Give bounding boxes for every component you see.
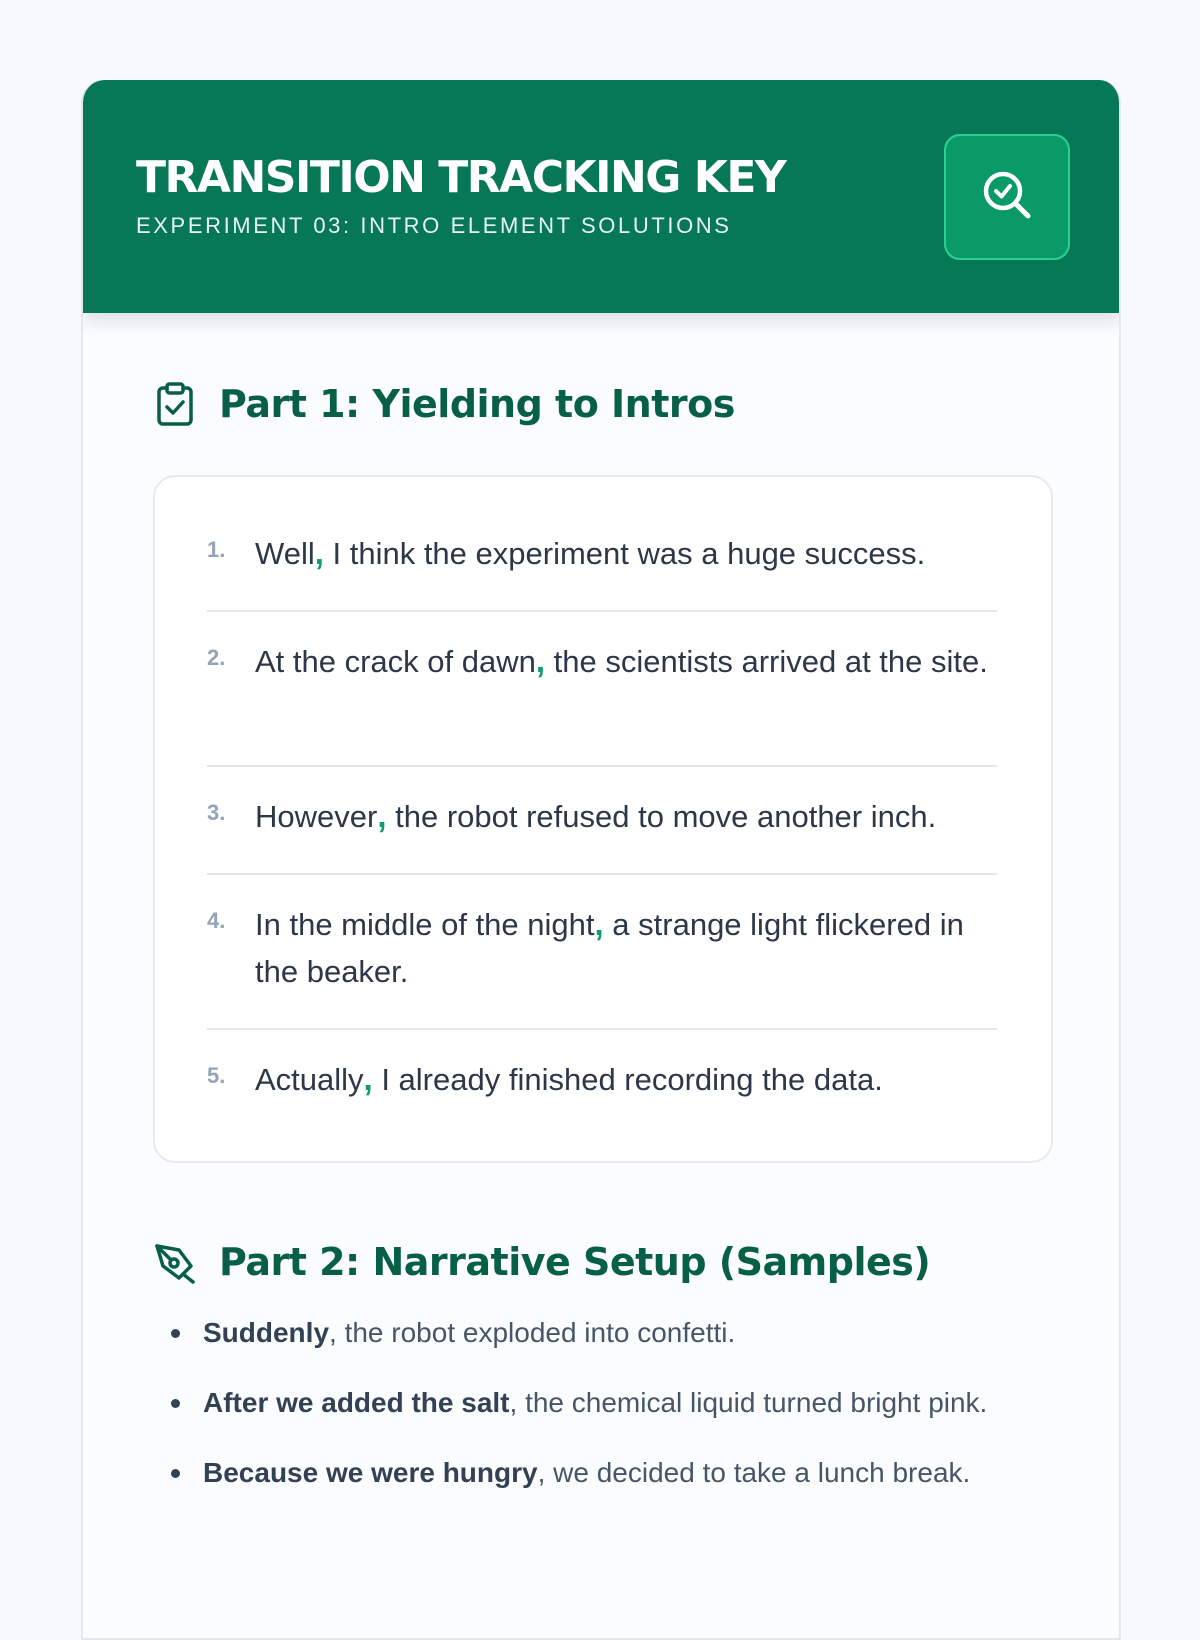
part-2-sample-list: [171, 1310, 1031, 1520]
sample-intro: Because we were hungry: [203, 1457, 538, 1488]
answer-item: [207, 900, 997, 995]
pen-tool-icon: [153, 1240, 197, 1284]
answer-number: 4.: [207, 908, 226, 933]
answer-sentence: [255, 900, 997, 995]
highlighted-comma: ,: [377, 797, 387, 834]
answer-sentence: [255, 792, 936, 840]
sample-intro: After we added the salt: [203, 1387, 510, 1418]
part-2-heading: [153, 1240, 930, 1284]
answer-rest: I already finished recording the data.: [372, 1062, 883, 1097]
clipboard-check-icon: [153, 382, 197, 426]
sample-rest: , the robot exploded into confetti.: [329, 1317, 736, 1348]
answer-rest: the robot refused to move another inch.: [386, 799, 937, 834]
answer-number: 3.: [207, 800, 226, 825]
answer-number: 5.: [207, 1063, 226, 1088]
answer-sentence: [255, 637, 988, 685]
answer-sentence: [255, 1055, 883, 1103]
divider: [207, 610, 997, 612]
part-2-title: Part 2: Narrative Setup (Samples): [219, 1240, 931, 1284]
answer-intro: However: [255, 799, 378, 834]
answer-sentence: [255, 529, 925, 577]
key-header: [83, 80, 1121, 313]
search-check-button[interactable]: [944, 134, 1070, 260]
answer-rest: the scientists arrived at the site.: [545, 644, 988, 679]
highlighted-comma: ,: [314, 534, 324, 571]
highlighted-comma: ,: [363, 1060, 373, 1097]
sample-intro: Suddenly: [203, 1317, 330, 1348]
answer-item: [207, 637, 997, 685]
answer-item: [207, 529, 997, 577]
sample-item: [171, 1310, 1031, 1356]
answer-item: [207, 792, 997, 840]
sample-rest: , we decided to take a lunch break.: [537, 1457, 971, 1488]
highlighted-comma: ,: [535, 642, 546, 679]
answer-number: 2.: [207, 645, 226, 670]
divider: [207, 765, 997, 767]
answer-key-page: [81, 80, 1121, 1640]
part-1-answer-box: [153, 475, 1053, 1163]
answer-intro: At the crack of dawn: [255, 644, 536, 679]
part-1-title: Part 1: Yielding to Intros: [219, 382, 735, 426]
answer-number: 1.: [207, 537, 226, 562]
divider: [207, 873, 997, 875]
answer-rest: I think the experiment was a huge success.: [323, 536, 926, 571]
answer-item: [207, 1055, 997, 1103]
sample-item: [171, 1450, 1031, 1496]
answer-key-card: [81, 80, 1121, 1640]
highlighted-comma: ,: [594, 905, 604, 942]
answer-intro: Actually: [255, 1062, 364, 1097]
sample-item: [171, 1380, 1031, 1426]
answer-rest: a strange light flickered in the beaker.: [255, 907, 964, 989]
sample-rest: , the chemical liquid turned bright pink.: [509, 1387, 988, 1418]
divider: [207, 1028, 997, 1030]
part-1-heading: [153, 382, 735, 426]
page-title: TRANSITION TRACKING KEY: [136, 152, 786, 203]
answer-intro: In the middle of the night: [255, 907, 595, 942]
page-subtitle: EXPERIMENT 03: INTRO ELEMENT SOLUTIONS: [136, 213, 732, 238]
answer-intro: Well: [255, 536, 315, 571]
search-check-icon: [978, 166, 1036, 229]
